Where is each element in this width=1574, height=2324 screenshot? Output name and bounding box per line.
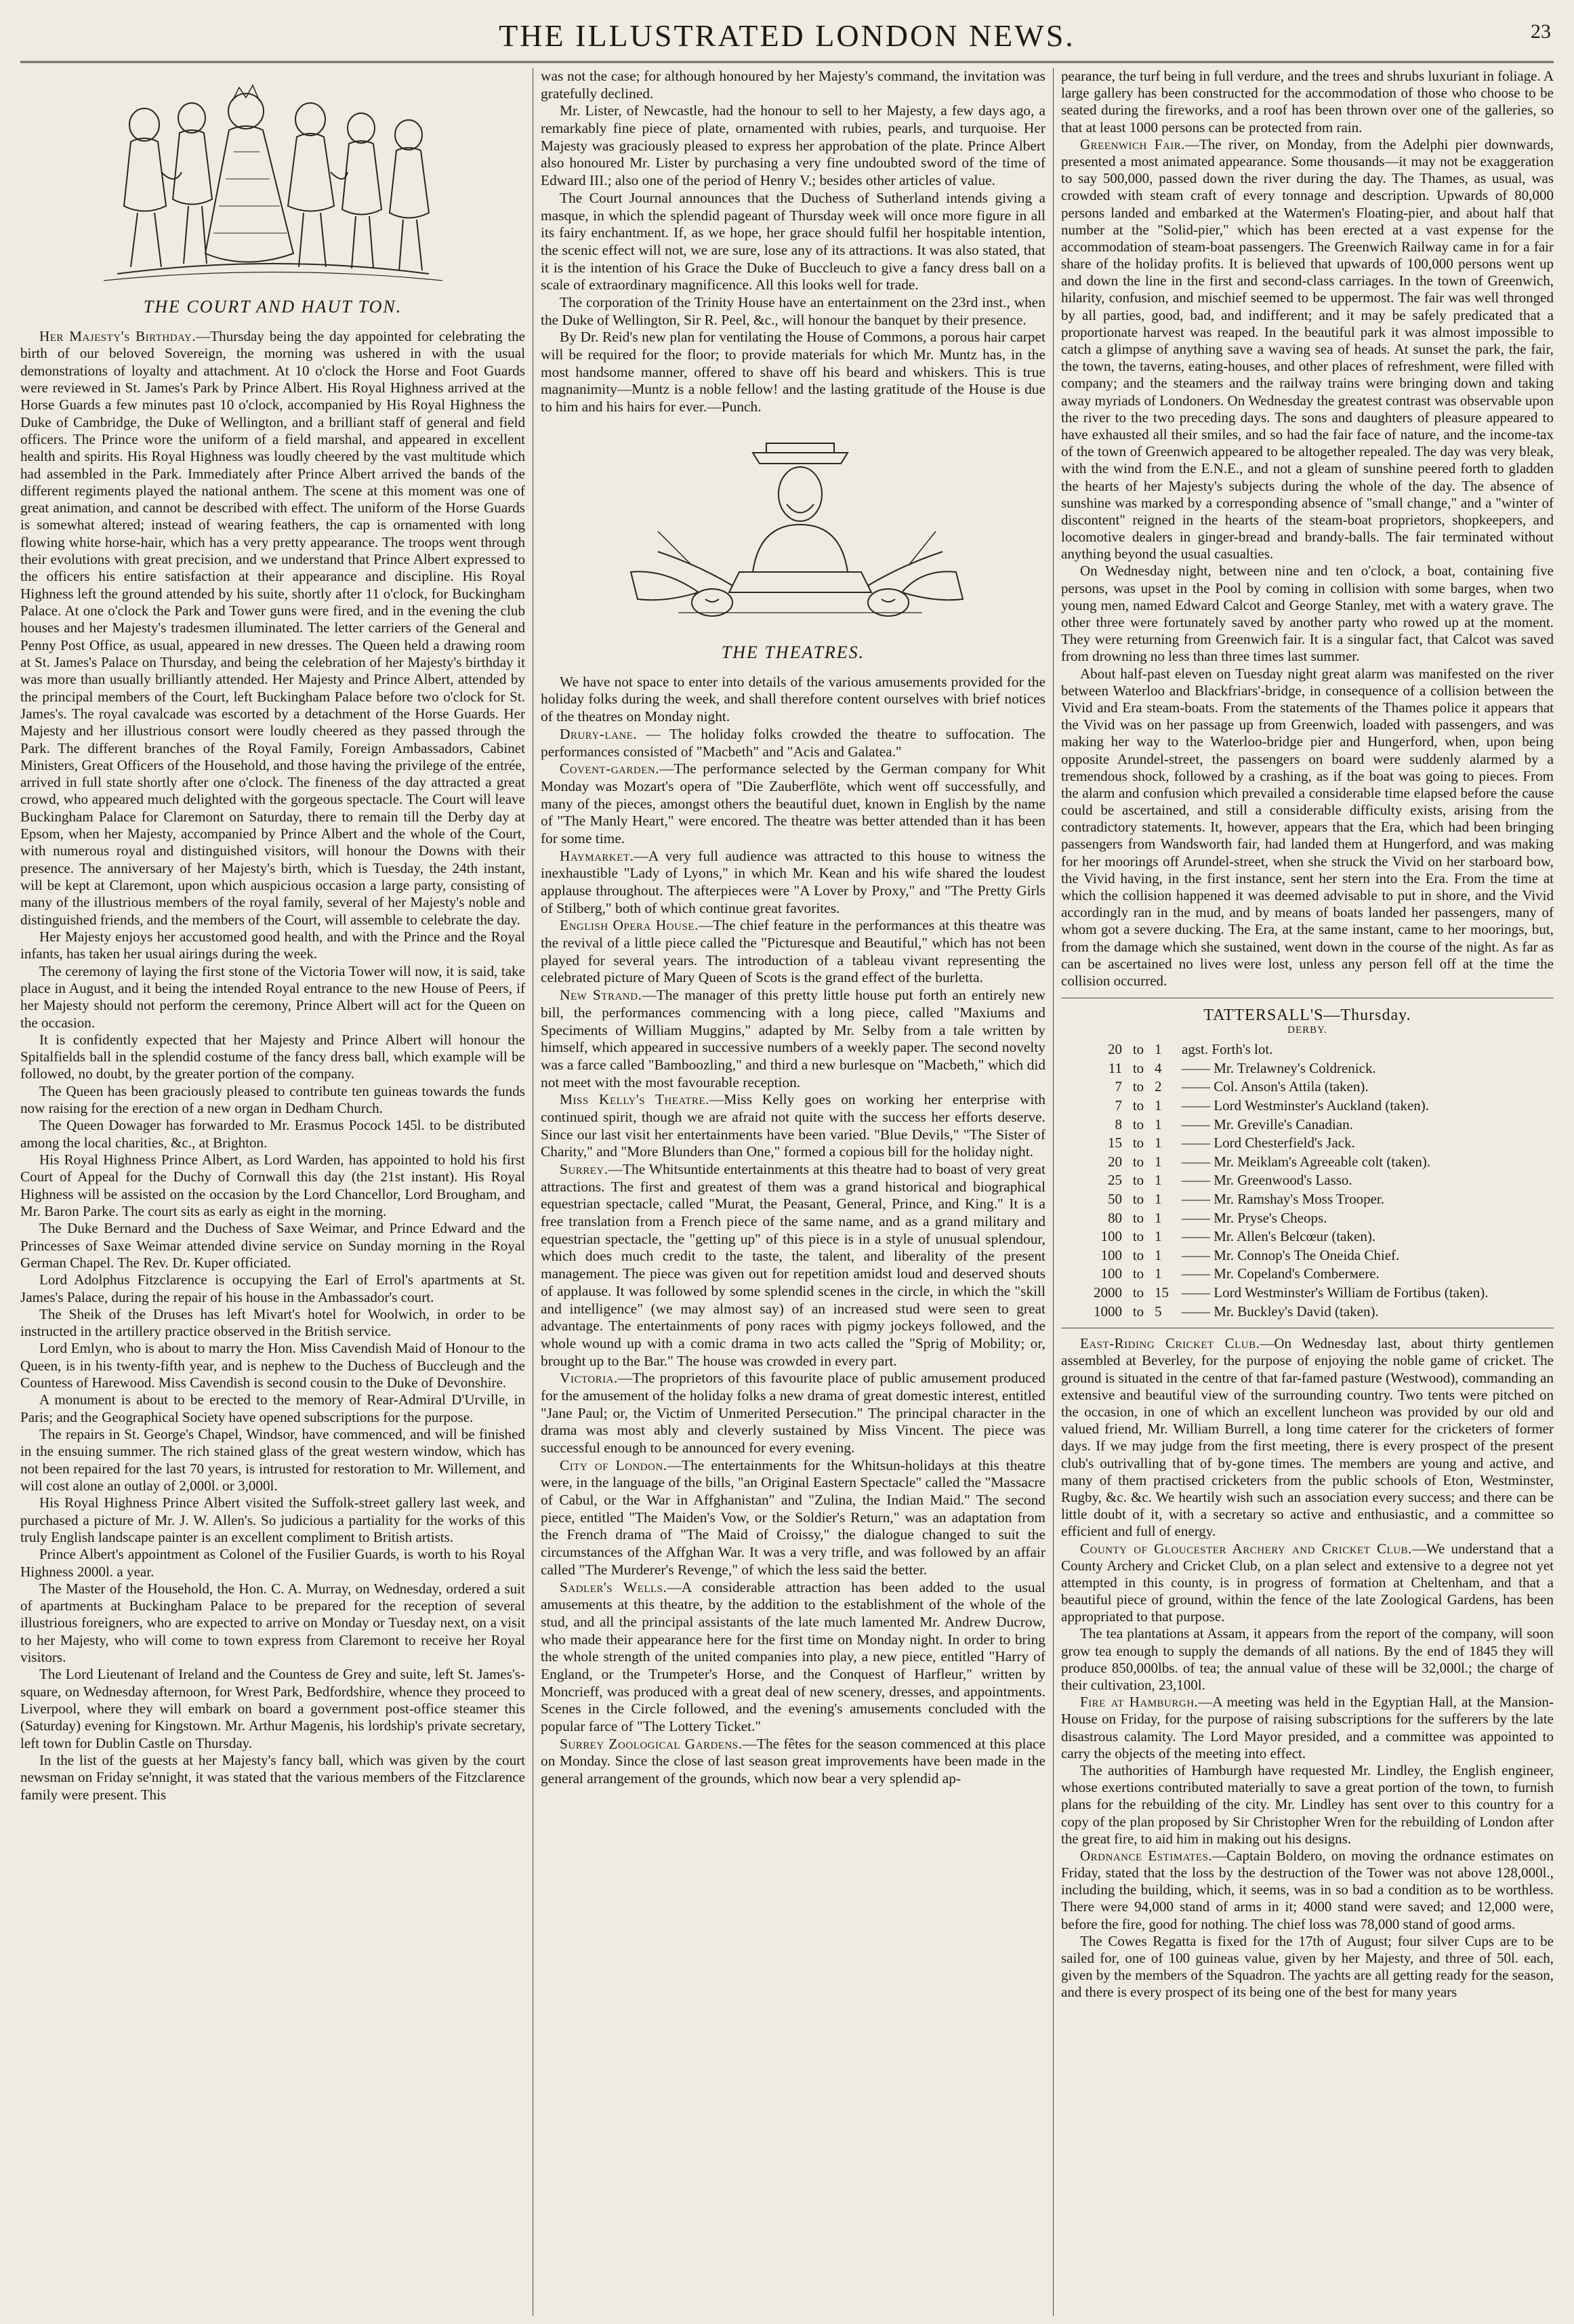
paragraph-text: The ceremony of laying the first stone of the Victoria Tower will now, it is said, take place in August, and it being the intended Royal entrance to the new House of Peers, if her Majesty should not perform the ceremony, Prince Albert will act for the Queen on the occasion. (20, 962, 525, 1031)
odds-figure: 20 (1108, 1153, 1122, 1170)
theatres-illustration (617, 430, 970, 633)
paragraph-text: —Miss Kelly goes on working her enterprise with continued spirit, though we are afraid not quite with the success her efforts deserve. Since our last visit her entertainments have been varied. "Blue Devils," "The Sister of Charity," and "More Blunders than One," formed a copious bill for the holiday night. (541, 1091, 1045, 1160)
odds-horse: —— Mr. Copeland's Comberмere. (1182, 1265, 1380, 1282)
odds-figure: 50 (1108, 1191, 1122, 1207)
paragraph-text: The Queen Dowager has forwarded to Mr. Erasmus Pocock 145l. to be distributed among the local charities, &c., at Brighton. (20, 1117, 525, 1151)
theatres-article (541, 674, 1045, 1788)
odds-figure: to (1132, 1228, 1144, 1245)
paragraph (1061, 1694, 1554, 1762)
odds-horse: —— Lord Westminster's Auckland (taken). (1182, 1097, 1430, 1114)
paragraph-text: We have not space to enter into details of the various amusements provided for the holiday folks during the week, and shall therefore content ourselves with brief notices of the theatres on Monday night. (541, 673, 1045, 725)
paragraph-text: was not the case; for although honoured by her Majesty's command, the invitation was gratefully declined. (541, 68, 1045, 102)
paragraph-lead: East-Riding Cricket Club. (1080, 1335, 1260, 1352)
paragraph-text: —A meeting was held in the Egyptian Hall, at the Mansion-House on Friday, for the purpose of raising subscriptions for the sufferers by the late disastrous calamity. The Lord Mayor presided, and a committee was appointed to carry the objects of the meeting into effect. (1061, 1694, 1554, 1761)
derby-subheading: DERBY. (1287, 1025, 1327, 1036)
odds-figure: 4 (1155, 1059, 1162, 1076)
odds-figure: to (1132, 1097, 1144, 1114)
paragraph (1061, 68, 1554, 136)
odds-figure: 2 (1155, 1078, 1162, 1095)
paragraph (541, 1370, 1045, 1456)
paragraph-text: —The entertainments for the Whitsun-holidays at this theatre were, in the language of the bills, "an Original Eastern Spectacle" called the "Massacre of Cabul, or the War in Affghanistan" and "Zulina, the Indian Maid." The second piece, entitled "The Maiden's Vow, or the Soldier's Return," was an adaptation from the French drama of "The Maid of Croissy," the dialogue changed to suit the circumstances of the Affghan War. It was a very trifle, and was followed by an affair called "The Murderer's Revenge," of which the less said the better. (541, 1456, 1045, 1578)
miscellany-article (1061, 1335, 1554, 2001)
odds-horse: —— Mr. Trelawney's Coldrenick. (1182, 1059, 1376, 1076)
paragraph-lead: Ordnance Estimates. (1080, 1847, 1213, 1864)
paragraph (20, 1271, 525, 1306)
paragraph (541, 1579, 1045, 1736)
paragraph (20, 328, 525, 929)
odds-row (1069, 1246, 1489, 1265)
odds-figure: 1 (1155, 1041, 1162, 1058)
odds-horse: —— Mr. Allen's Belcœur (taken). (1182, 1228, 1376, 1245)
odds-figure: to (1132, 1172, 1144, 1189)
odds-horse: —— Mr. Connop's The Oneida Chief. (1182, 1246, 1400, 1263)
paragraph (20, 1752, 525, 1803)
odds-figure: 1 (1155, 1191, 1162, 1207)
masthead-title: THE ILLUSTRATED LONDON NEWS. (499, 18, 1075, 53)
odds-figure: 1000 (1094, 1303, 1122, 1320)
paragraph-text: —The performance selected by the German company for Whit Monday was Mozart's opera of "Die Zauberflöte, which went off successfully, and many of the pieces, amongst others the beautiful duet, known in English by the name of "The Manly Heart," were encored. The theatre was better attended than it has been for some time. (541, 760, 1045, 847)
paragraph-text: On Wednesday night, between nine and ten o'clock, a boat, containing five persons, was upset in the Pool by coming in collision with some barges, when two young men, named Edward Calcot and George Stanley, met with a watery grave. The other three were fortunately saved by another party who rowed up at the moment. They were returning from Greenwich fair. It is a singular fact, that Calcot was saved from drowning no less than three times last summer. (1061, 563, 1554, 665)
paragraph (541, 1736, 1045, 1788)
court-continuation (541, 68, 1045, 416)
masthead (20, 8, 1554, 63)
paragraph-text: pearance, the turf being in full verdure, and the trees and shrubs luxuriant in foliage. A large gallery has been constructed for the accommodation of those who choose to be seated during the fireworks, and a roof has been thrown over one of the galleries, so that at least 1000 persons can be protected from rain. (1061, 68, 1554, 136)
column-rule (1053, 68, 1054, 2316)
paragraph-lead: Covent-garden. (560, 760, 660, 777)
paragraph (541, 674, 1045, 726)
odds-figure: to (1132, 1191, 1144, 1207)
paragraph-text: The repairs in St. George's Chapel, Windsor, have commenced, and will be finished in the ensuing summer. The rich stained glass of the great western window, which has not been repaired for the last 70 years, is intrusted for restoration to Mr. Willement, and will cost alone an outlay of 2,000l. or 3,000l. (20, 1426, 525, 1494)
paragraph (20, 963, 525, 1032)
odds-row (1069, 1303, 1489, 1322)
paragraph (20, 1494, 525, 1546)
paragraph-lead: English Opera House. (560, 917, 699, 934)
paragraph-lead: Victoria. (560, 1370, 618, 1387)
odds-figure: 1 (1155, 1209, 1162, 1226)
paragraph-text: Lord Emlyn, who is about to marry the Hon. Miss Cavendish Maid of Honour to the Queen, is in his twenty-fifth year, and is nephew to the Duchess of Buccleugh and the Countess of Harewood. Miss Cavendish is second cousin to the Duke of Devonshire. (20, 1340, 525, 1391)
paragraph-text: The authorities of Hamburgh have requested Mr. Lindley, the English engineer, whose exertions contributed materially to save a great portion of the town, to furnish plans for the rebuilding of the city. Mr. Lindley has sent over to this country for a copy of the plan proposed by Sir Christopher Wren for the rebuilding of London after the great fire, to aid him in making out his designs. (1061, 1761, 1554, 1847)
paragraph-text: —The manager of this pretty little house put forth an entirely new bill, the performances commencing with a long piece, called "Maxiums and Speciments of William Muggins," adapted by Mr. Selby from a tale written by himself, which appeared in successive numbers of a weekly paper. The second novelty was a farce called "Bamboozling," and third a new burlesque on "Macbeth," which did not meet with the most favourable reception. (541, 987, 1045, 1090)
odds-row (1069, 1153, 1489, 1172)
paragraph-lead: County of Gloucester Archery and Cricket Club. (1080, 1540, 1412, 1557)
paragraph-text: —The Whitsuntide entertainments at this theatre had to boast of very great attractions. The first and greatest of them was a grand historical and biographical equestrian spectacle, called "Murat, the Peasant, General, Prince, and King." It is a free translation from a French piece of the same name, and as a grand military and equestrian spectacle, the "getting up" of this piece is in a style of unusual splendour, which does much credit to the taste, the talent, and liberality of the present management. The piece was given out for repetition amidst loud and deserved shouts of applause. It was followed by some splendid scenes in the circle, in which the "skill and intelligence" (we may almost say) of an increased stud were seen to great advantage. The entertainments of pony races with pigmy jockeys followed, and the whole wound up with a comic drama in two acts called the "Sprig of Mobility; or, brought up to the Bar." The house was crowded in every part. (541, 1161, 1045, 1369)
theatres-heading: THE THEATRES. (721, 642, 865, 662)
odds-horse: —— Mr. Greville's Canadian. (1182, 1116, 1353, 1133)
paragraph (20, 1032, 525, 1083)
paragraph-text: A monument is about to be erected to the memory of Rear-Admiral D'Urville, in Paris; and the Geographical Society have opened subscriptions for the purpose. (20, 1391, 525, 1425)
odds-figure: 1 (1155, 1228, 1162, 1245)
odds-figure: to (1132, 1153, 1144, 1170)
paragraph-text: The corporation of the Trinity House have an entertainment on the 23rd inst., when the Duke of Wellington, Sir R. Peel, &c., will honour the banquet by their presence. (541, 293, 1045, 328)
odds-row (1069, 1134, 1489, 1153)
paragraph (20, 1220, 525, 1271)
odds-row (1069, 1265, 1489, 1284)
odds-horse: —— Col. Anson's Attila (taken). (1182, 1078, 1369, 1095)
paragraph (541, 294, 1045, 329)
odds-figure: to (1132, 1265, 1144, 1282)
paragraph (541, 1091, 1045, 1161)
paragraph (20, 1391, 525, 1426)
paragraph-lead: New Strand. (560, 987, 642, 1004)
odds-row (1069, 1284, 1489, 1303)
odds-row (1069, 1227, 1489, 1246)
paragraph (541, 987, 1045, 1091)
paragraph-text: His Royal Highness Prince Albert visited the Suffolk-street gallery last week, and purchased a picture of Mr. J. W. Allen's. So judicious a partiality for the works of this truly English landscape painter is an excellent compliment to British artists. (20, 1494, 525, 1545)
odds-horse: —— Lord Westminster's William de Fortibus (taken). (1182, 1284, 1489, 1301)
paragraph (541, 329, 1045, 415)
odds-horse: —— Lord Chesterfield's Jack. (1182, 1135, 1355, 1151)
odds-figure: to (1132, 1284, 1144, 1301)
odds-figure: 100 (1100, 1265, 1122, 1282)
odds-figure: 1 (1155, 1246, 1162, 1263)
paragraph (20, 929, 525, 963)
paragraph-lead: Surrey. (560, 1161, 608, 1177)
odds-row (1069, 1040, 1489, 1059)
paragraph (541, 1161, 1045, 1370)
court-illustration (90, 70, 456, 287)
paragraph-text: —We understand that a County Archery and Cricket Club, on a plan select and extensive to a degree not yet attempted in this county, is in progress of formation at Cheltenham, and that a beautiful piece of ground, within the fence of the late Zoological Gardens, has been appropriated to that purpose. (1061, 1540, 1554, 1625)
odds-figure: 1 (1155, 1097, 1162, 1114)
odds-figure: 5 (1155, 1303, 1162, 1320)
paragraph-text: The Sheik of the Druses has left Mivart's hotel for Woolwich, in order to be instructed in the artillery practice observed in the British service. (20, 1305, 525, 1340)
paragraph (20, 1151, 525, 1220)
paragraph-text: The Duke Bernard and the Duchess of Saxe Weimar, and Prince Edward and the Princesses of Saxe Weimar attended divine service on Sunday morning in the Royal German Chapel. The Rev. Dr. Kuper officiated. (20, 1220, 525, 1271)
paragraph-text: His Royal Highness Prince Albert, as Lord Warden, has appointed to hold his first Court of Appeal for the Duchy of Cornwall this day (the 21st instant). His Royal Highness will be assisted on the occasion by the Lord Chancellor, Lord Brougham, and Mr. Baron Parke. The court sits as early as eight in the morning. (20, 1151, 525, 1219)
odds-figure: 80 (1108, 1209, 1122, 1226)
odds-horse: agst. Forth's lot. (1182, 1041, 1273, 1058)
odds-row (1069, 1078, 1489, 1097)
paragraph-text: The tea plantations at Assam, it appears from the report of the company, will soon grow tea enough to supply the demands of all nations. By the end of 1845 they will produce 850,000lbs. of tea; the annual value of these will be 32,000l.; the charge of their cultivation, 23,100l. (1061, 1625, 1554, 1694)
paragraph (20, 1306, 525, 1341)
odds-figure: 7 (1115, 1097, 1122, 1114)
paragraph (20, 1581, 525, 1667)
page-number: 23 (1531, 20, 1551, 43)
odds-figure: 100 (1100, 1228, 1122, 1245)
paragraph (20, 1666, 525, 1752)
odds-horse: —— Mr. Pryse's Cheops. (1182, 1209, 1327, 1226)
paragraph (20, 1426, 525, 1494)
paragraph-text: —The proprietors of this favourite place of public amusement produced for the amusement of the holiday folks a new drama of great domestic interest, entitled "Jane Paul; or, the Victim of Unmerited Persecution." The principal character in the drama was most ably and cleverly sustained by Miss Vincent. The piece was successful enough to be announced for every evening. (541, 1370, 1045, 1456)
paragraph (541, 1457, 1045, 1579)
paragraph (541, 726, 1045, 760)
court-heading: THE COURT AND HAUT TON. (143, 297, 402, 317)
paragraph-lead: Sadler's Wells. (560, 1578, 667, 1595)
paragraph-text: The Court Journal announces that the Duchess of Sutherland intends giving a masque, in which the splendid pageant of Thursday week will once more figure in all its fairy enchantment. If, as we hope, her grace should fulfil her hospitable intention, the scenic effect will not, we are sure, lose any of its attractions. It was also stated, that it is the intention of his Grace the Duke of Buccleuch to give a fancy dress ball on a scale of extraordinary magnificence. All this looks well for trade. (541, 189, 1045, 293)
paragraph (1061, 1335, 1554, 1540)
paragraph (20, 1083, 525, 1118)
odds-figure: 11 (1108, 1059, 1122, 1076)
odds-figure: to (1132, 1303, 1144, 1320)
paragraph (20, 1117, 525, 1151)
paragraph-text: The Queen has been graciously pleased to contribute ten guineas towards the funds now raising for the erection of a new organ in Dedham Church. (20, 1082, 525, 1117)
paragraph-text: —The fêtes for the season commenced at this place on Monday. Since the close of last season great improvements have been made in the general arrangement of the grounds, which now bear a very splendid ap- (541, 1735, 1045, 1787)
paragraph-lead: Her Majesty's Birthday. (39, 328, 196, 344)
odds-figure: 2000 (1094, 1284, 1122, 1301)
paragraph-lead: Greenwich Fair. (1080, 136, 1186, 152)
paragraph (20, 1546, 525, 1581)
odds-figure: 20 (1108, 1041, 1122, 1058)
odds-figure: 1 (1155, 1265, 1162, 1282)
odds-row (1069, 1209, 1489, 1228)
paragraph (20, 1340, 525, 1391)
odds-figure: 1 (1155, 1153, 1162, 1170)
paragraph-text: —Thursday being the day appointed for celebrating the birth of our beloved Sovereign, the morning was ushered in with the usual demonstrations of loyalty and attachment. At 10 o'clock the Horse and Foot Guards were reviewed in St. James's Park by Prince Albert. His Royal Highness arrived at the Horse Guards a few minutes past 10 o'clock, accompanied by His Royal Highness the Duke of Cambridge, the Duke of Wellington, and a brilliant staff of general and field officers. The Prince wore the uniform of a field marshal, and appeared in excellent health and spirits. His Royal Highness was loudly cheered by the vast multitude which had assembled in the Park. Immediately after Prince Albert arrived the bands of the different regiments played the national anthem. The scene at this moment was one of great animation, and cannot be described with effect. The uniform of the Horse Guards is somewhat altered; instead of wearing feathers, the cap is ornamented with long flowing white horse-hair, which has a very pretty appearance. The troops went through their evolutions with great precision, and we understand that Prince Albert expressed to the officers his entire satisfaction at their appearance and discipline. His Royal Highness left the ground attended by his suite, shortly after 11 o'clock, for Buckingham Palace. At one o'clock the Park and Tower guns were fired, and in the evening the club houses and her Majesty's tradesmen illuminated. The letter carriers of the General and Penny Post Office, as usual, appeared in new dresses. The Queen held a drawing room at St. James's Palace on Thursday, and being the celebration of her Majesty's birthday it was more than usually brilliantly attended. Her Majesty and Prince Albert, attended by the principal members of the Court, left Buckingham Palace before two o'clock for St. James's. The royal cavalcade was escorted by a detachment of the Horse Guards. Her Majesty and her illustrious consort were loudly cheered as they passed through the Park. The different branches of the Royal Family, Foreign Ambassadors, Cabinet Ministers, Great Officers of the Household, and those having the privilege of the entrée, arrived in full state shortly after one o'clock. The fineness of the day attracted a great crowd, who appeared much delighted with the gorgeous spectacle. The Court will leave Buckingham Palace for Claremont on Saturday, there to remain till the Derby day at Epsom, when her Majesty, accompanied by Prince Albert and the whole of the Court, with numerous royal and distinguished visitors, will honour the Downs with their presence. The anniversary of her Majesty's birth, which is Tuesday, the 24th instant, will be kept at Claremont, upon which auspicious occasion a large party, consisting of many of the illustrious members of the royal family, several of her Majesty's noble and distinguished friends, and the members of the Court, will assemble to celebrate the day. (20, 328, 525, 928)
paragraph-text: The Cowes Regatta is fixed for the 17th of August; four silver Cups are to be sailed for, one of 100 guineas value, given by her Majesty, and three of 50l. each, given by the members of the Squadron. The yachts are all getting ready for the season, and there is every prospect of its being one of the best for many years (1061, 1932, 1554, 2001)
column-left (20, 68, 525, 2316)
paragraph-text: —The chief feature in the performances at this theatre was the revival of a little piece called the "Picturesque and Beautiful," which has not been played for several years. The introduction of a tableau vivant representing the celebrated picture of Mary Queen of Scots is the grand effect of the burletta. (541, 917, 1045, 986)
odds-figure: 8 (1115, 1116, 1122, 1133)
odds-horse: —— Mr. Buckley's David (taken). (1182, 1303, 1379, 1320)
paragraph-lead: City of London. (560, 1456, 667, 1473)
paragraph (541, 917, 1045, 987)
greenwich-article (1061, 68, 1554, 990)
odds-figure: 100 (1100, 1246, 1122, 1263)
paragraph (1061, 1541, 1554, 1626)
paragraph (541, 190, 1045, 294)
paragraph-text: —The river, on Monday, from the Adelphi pier downwards, presented a most animated appearance. Some thousands—it may not be exaggeration to say 500,000, passed down the river during the day. The Thames, as usual, was crowded with steam craft of every tonnage and description. Upwards of 80,000 persons landed and embarked at the Watermen's Floating-pier, and about half that number at the "Solid-pier," which has been erected at a vast expense for the accommodation of steam-boat passengers. The Greenwich Railway came in for a fair share of the holiday profits. It is believed that upwards of 100,000 persons went up and down the line in the first and second-class carriages. In the town of Greenwich, hilarity, confusion, and mischief seemed to be uppermost. The fair was well thronged by all parties, good, bad, and indifferent; and it may be safely predicated that a proportionate harvest was reaped. In the beautiful park it was almost impossible to catch a glimpse of anything save a waving sea of heads. At sunset the park, the fair, the town, the taverns, eating-houses, and other places of refreshment, were filled with company; and the steamers and the railway trains were bringing down and taking away myriads of Londoners. On Wednesday the greatest contrast was observable upon the river to the two preceding days. The sons and daughters of pleasure appeared to have exhausted all their smiles, and so had the fair face of nature, and the income-tax of the town of Greenwich appeared to be altogether repealed. The day was very bleak, with the wind from the E.N.E., and not a gleam of sunshine peered forth to gladden the hearts of her Majesty's subjects during the whole of the day. The absence of sunshine was marked by a corresponding absence of "small change," and a "winter of discontent" reigned in the hearts of the steam-boat proprietors, shopkeepers, and locomotive dealers in ginger-bread and brandy-balls. The fair terminated without anything beyond the usual casualties. (1061, 136, 1554, 563)
paragraph-text: Mr. Lister, of Newcastle, had the honour to sell to her Majesty, a few days ago, a remarkably fine piece of plate, ornamented with rubies, pearls, and turquoise. Her Majesty was graciously pleased to express her approbation of the plate. Prince Albert also honoured Mr. Lister by purchasing a very fine undoubted sword of the time of Edward III.; also one of the period of Henry V.; besides other articles of value. (541, 102, 1045, 189)
odds-figure: 7 (1115, 1078, 1122, 1095)
odds-figure: 15 (1108, 1135, 1122, 1151)
paragraph-text: The Lord Lieutenant of Ireland and the Countess de Grey and suite, left St. James's-square, on Wednesday afternoon, for Wrest Park, Bedfordshire, whence they proceed to Liverpool, where they will embark on board a government post-office steamer this (Saturday) evening for Kingstown. Mr. Arthur Magenis, his lordship's private secretary, left town for Dublin Castle on Thursday. (20, 1666, 525, 1751)
paragraph-text: —A considerable attraction has been added to the usual amusements at this theatre, by the addition to the establishment of the whole of the stud, and all the principal assistants of the late much lamented Mr. Andrew Ducrow, who made their appearance here for the first time on Monday night. In order to bring the whole strength of the united companies into play, a new piece, entitled "Harry of England, or the Trumpeter's Horse, and the Conquest of Harfleur," written by Moncrieff, was produced with a great deal of new scenery, dresses, and appointments. Scenes in the Circle followed, and the evening's amusements concluded with the popular farce of "The Lottery Ticket." (541, 1578, 1045, 1734)
paragraph (1061, 1625, 1554, 1694)
paragraph-lead: Miss Kelly's Theatre. (560, 1091, 709, 1108)
paragraph-text: Prince Albert's appointment as Colonel of the Fusilier Guards, is worth to his Royal Highness 2000l. a year. (20, 1546, 525, 1580)
paragraph-lead: Fire at Hamburgh. (1080, 1694, 1199, 1711)
paragraph-text: —Captain Boldero, on moving the ordnance estimates on Friday, stated that the loss by the destruction of the Tower was not above 128,000l., including the building, which, it seems, was in so bad a condition as to be worthless. There were 94,000 stand of arms in it; 4000 stand were saved; and 12,000 were, before the fire, good for nothing. The chief loss was 78,000 stand of good arms. (1061, 1847, 1554, 1932)
paragraph (1061, 1762, 1554, 1848)
paragraph (1061, 136, 1554, 563)
court-article (20, 328, 525, 1803)
derby-odds-table (1069, 1040, 1489, 1321)
paragraph (541, 848, 1045, 918)
tattersall-heading: TATTERSALL'S—Thursday. (1061, 998, 1554, 1025)
odds-figure: to (1132, 1209, 1144, 1226)
paragraph-text: In the list of the guests at her Majesty's fancy ball, which was given by the court newsman on Friday se'nnight, it was stated that the various members of the Fitzclarence family were present. This (20, 1751, 525, 1803)
column-middle (541, 68, 1045, 2316)
odds-figure: 1 (1155, 1135, 1162, 1151)
paragraph-text: —A very full audience was attracted to this house to witness the inexhaustible "Lady of Lyons," in which Mr. Kean and his wife shared the loudest applause throughout. The afterpieces were "A Lover by Proxy," and "The Pretty Girls of Stilberg," both of which continue great favorites. (541, 847, 1045, 916)
paragraph (1061, 1933, 1554, 2001)
paragraph-text: It is confidently expected that her Majesty and Prince Albert will honour the Spitalfields ball in the splendid costume of the fancy dress ball, which example will be followed, no doubt, by the greater portion of the company. (20, 1031, 525, 1082)
paragraph-text: Her Majesty enjoys her accustomed good health, and with the Prince and the Royal infants, has taken her usual airings during the week. (20, 928, 525, 962)
odds-figure: to (1132, 1246, 1144, 1263)
paragraph-text: By Dr. Reid's new plan for ventilating the House of Commons, a porous hair carpet will be required for the floor; to provide materials for which Mr. Muntz has, in the most handsome manner, offered to shave off his beard and whiskers. This is true magnanimity—Muntz is a noble fellow! and the lasting gratitude of the House is due to him and his hairs for ever.—Punch. (541, 329, 1045, 415)
odds-figure: to (1132, 1135, 1144, 1151)
odds-row (1069, 1116, 1489, 1135)
odds-row (1069, 1190, 1489, 1209)
odds-figure: to (1132, 1078, 1144, 1095)
column-right (1061, 68, 1554, 2316)
odds-figure: 25 (1108, 1172, 1122, 1189)
paragraph (541, 102, 1045, 189)
paragraph-lead: Drury-lane. (560, 725, 638, 742)
paragraph-text: About half-past eleven on Tuesday night great alarm was manifested on the river between Waterloo and Blackfriars'-bridge, in consequence of a collision between the Vivid and Era steam-boats. From the statements of the Thames police it appears that the Vivid was on her passage up from Greenwich, loaded with passengers, and was making her way to the Waterloo-bridge pier and Hungerford, when, upon being opposite Arundel-street, the passengers on board were suddenly alarmed by a tremendous shock, followed by a crashing, as if the boat was going to pieces. From the alarm and confusion which prevailed a considerable time elapsed before the cause could be ascertained, and still a considerable difficulty exists, arising from the contradictory statements. It, however, appears that the Era, which had been bringing passengers from Wandsworth fair, had landed them at Hungerford, and was making for her moorings off Arundel-street, when she struck the Vivid on her starboard bow, the Vivid having, in the first instance, sent her stern into the Era. From the time at which the collision happened it was deemed advisable to put in shore, and the Vivid accordingly ran in the mud, and by means of boats landed her passengers, many of whom got a severe ducking. The Era, at the same instant, came to her moorings, but, from the damage which she sustained, went down in the course of the night. As far as can be ascertained no lives were lost, unless any person fell off at the time the collision occurred. (1061, 665, 1554, 989)
paragraph-lead: Surrey Zoological Gardens. (560, 1735, 743, 1752)
odds-horse: —— Mr. Greenwood's Lasso. (1182, 1172, 1352, 1189)
paragraph (1061, 563, 1554, 665)
paragraph-lead: Haymarket. (560, 847, 634, 864)
paragraph (1061, 1848, 1554, 1933)
odds-row (1069, 1171, 1489, 1190)
paragraph (541, 760, 1045, 847)
odds-figure: 1 (1155, 1116, 1162, 1133)
odds-figure: 15 (1155, 1284, 1169, 1301)
odds-figure: 1 (1155, 1172, 1162, 1189)
odds-row (1069, 1059, 1489, 1078)
odds-figure: to (1132, 1116, 1144, 1133)
paragraph (1061, 666, 1554, 990)
paragraph (541, 68, 1045, 102)
odds-row (1069, 1097, 1489, 1116)
paragraph-text: — The holiday folks crowded the theatre to suffocation. The performances consisted of "Macbeth" and "Acis and Galatea." (541, 725, 1045, 760)
paragraph-text: The Master of the Household, the Hon. C. A. Murray, on Wednesday, ordered a suit of apartments at Buckingham Palace to be prepared for the reception of several illustrious foreigners, who are expected to arrive on Monday or Tuesday next, on a visit to her Majesty, who will come to town express from Claremont to receive her Royal visitors. (20, 1580, 525, 1666)
odds-figure: to (1132, 1059, 1144, 1076)
paragraph-text: Lord Adolphus Fitzclarence is occupying the Earl of Errol's apartments at St. James's Palace, during the repair of his house in the Ambassador's court. (20, 1271, 525, 1305)
paragraph-text: —On Wednesday last, about thirty gentlemen assembled at Beverley, for the purpose of enjoying the noble game of cricket. The ground is situated in the centre of that far-famed pasture (Westwood), commanding an extensive and beautiful view of the surrounding country. Two tents were pitched on the occasion, in one of which an excellent luncheon was provided by our old and valued friend, Mr. William Burrell, a long time caterer for the cricketers of former days. If we may judge from the first meeting, there is every prospect of the present club's outrivalling that of by-gone times. The members are young and active, and many of them practised cricketers from the public schools of Eton, Westminster, Rugby, &c. &c. We heartily wish such an association every success; and there can be little doubt of it, with a secretary so active and enthusiastic, and a committee so efficient and full of energy. (1061, 1335, 1554, 1540)
odds-horse: —— Mr. Meiklam's Agreeable colt (taken). (1182, 1153, 1431, 1170)
odds-horse: —— Mr. Ramshay's Moss Trooper. (1182, 1191, 1384, 1207)
odds-figure: to (1132, 1041, 1144, 1058)
